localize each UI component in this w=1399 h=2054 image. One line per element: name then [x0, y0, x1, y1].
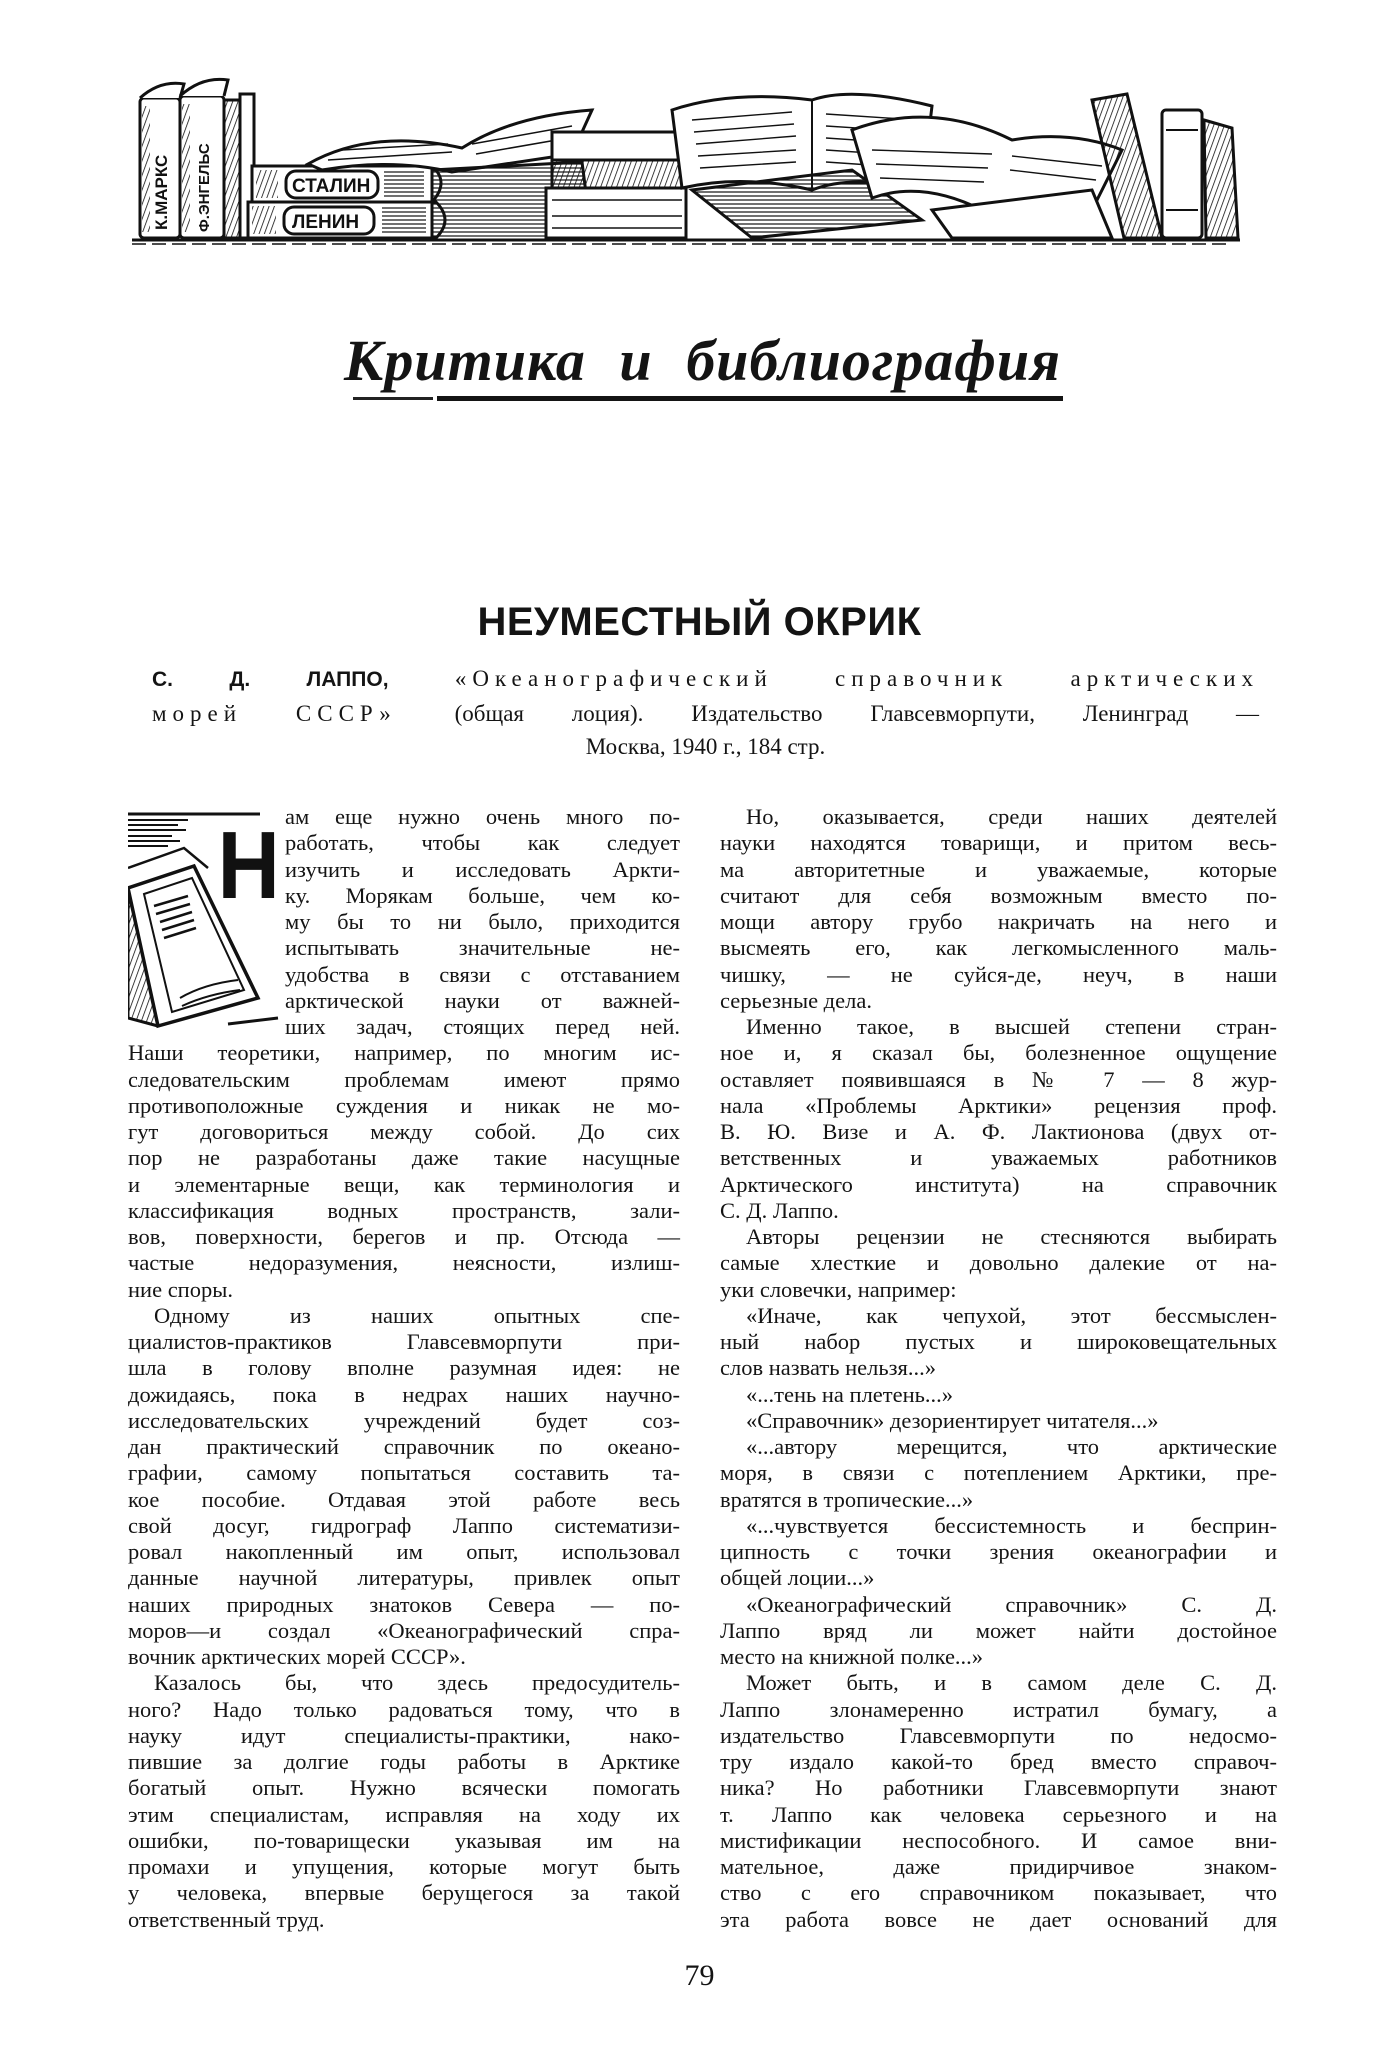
- text-line: Лаппо злонамеренно истратил бумагу, а: [720, 1696, 1277, 1722]
- text-line: ный набор пустых и широковещательных: [720, 1329, 1277, 1354]
- books-header-illustration: [132, 70, 1244, 246]
- text-line: ответственный труд.: [128, 1906, 325, 1932]
- text-line: му бы то ни было, приходится: [285, 909, 680, 934]
- text-line: т. Лаппо как человека серьезного и на: [720, 1801, 1277, 1827]
- text-line: «...чувствуется бессистемность и бесприн-: [746, 1512, 1277, 1538]
- text-line: частые недоразумения, неясности, излиш-: [128, 1250, 680, 1276]
- spine-label-engels: Ф.ЭНГЕЛЬС: [196, 143, 213, 232]
- text-line: Авторы рецензии не стесняются выбирать: [746, 1224, 1277, 1249]
- text-line: серьезные дела.: [720, 987, 872, 1013]
- paragraph: [720, 1224, 1277, 1303]
- text-line: общей лоции...»: [720, 1565, 875, 1591]
- text-line: тру издало какой-то бред вместо справоч-: [720, 1749, 1277, 1774]
- spine-label-lenin: ЛЕНИН: [292, 212, 360, 233]
- drop-cap-letter: Н: [217, 812, 280, 919]
- paragraph: [720, 1434, 1277, 1513]
- text-line: противоположные суждения и никак не мо-: [128, 1092, 680, 1118]
- text-line: арктической науки от важней-: [285, 987, 680, 1013]
- text-line: С. Д. Лаппо.: [720, 1197, 839, 1223]
- text-line: место на книжной полке...»: [720, 1644, 984, 1669]
- paragraph: [720, 1408, 1277, 1434]
- text-line: циалистов-практиков Главсевморпути при-: [128, 1329, 680, 1354]
- paragraph: [720, 1592, 1277, 1671]
- text-line: классификация водных пространств, зали-: [128, 1197, 680, 1223]
- text-line: этим специалистам, исправляя на ходу их: [128, 1801, 680, 1827]
- text-line: «...автору мерещится, что арктические: [746, 1434, 1277, 1459]
- text-line: испытывать значительные не-: [285, 935, 680, 961]
- text-line: издательство Главсевморпути по недосмо-: [720, 1722, 1277, 1748]
- text-line: ма авторитетные и уважаемые, которые: [720, 856, 1277, 882]
- paragraph: [128, 804, 680, 1303]
- text-line: следовательским проблемам имеют прямо: [128, 1066, 680, 1092]
- text-line: мощи автору грубо накричать на него и: [720, 909, 1277, 934]
- text-line: работать, чтобы как следует: [285, 830, 680, 856]
- text-line: ние споры.: [128, 1276, 233, 1302]
- text-line: графии, самому попытаться составить та-: [128, 1460, 680, 1486]
- paragraph: [720, 1513, 1277, 1592]
- citation-line: [152, 697, 1259, 731]
- paragraph: [128, 1670, 680, 1933]
- spine-label-stalin: СТАЛИН: [292, 176, 371, 197]
- text-line: пор не разработаны даже такие насущные: [128, 1145, 680, 1171]
- text-line: шла в голову вполне разумная идея: не: [128, 1355, 680, 1381]
- citation-line: [152, 730, 1259, 764]
- text-line: эта работа вовсе не дает оснований для: [720, 1906, 1277, 1932]
- text-line: вов, поверхности, берегов и пр. Отсюда —: [128, 1224, 680, 1249]
- text-line: мистификации неспособного. И самое вни-: [720, 1827, 1277, 1853]
- text-line: и элементарные вещи, как терминология и: [128, 1171, 680, 1197]
- text-line: ветственных и уважаемых работников: [720, 1145, 1277, 1171]
- spine-label-marx: К.МАРКС: [152, 154, 171, 230]
- section-title-underline: [353, 396, 1063, 402]
- text-line: чишку, — не суйся-де, неуч, в наши: [720, 961, 1277, 987]
- text-line: богатый опыт. Нужно всячески помогать: [128, 1775, 680, 1801]
- text-line: слов назвать нельзя...»: [720, 1355, 936, 1381]
- text-line: пившие за долгие годы работы в Арктике: [128, 1749, 680, 1774]
- right-text-column: [720, 804, 1277, 1933]
- text-line: моря, в связи с потеплением Арктики, пре-: [720, 1460, 1277, 1486]
- text-line: науки находятся товарищи, и притом весь-: [720, 830, 1277, 856]
- text-line: ного? Надо только радоваться тому, что в: [128, 1696, 680, 1722]
- text-line: у человека, впервые берущегося за такой: [128, 1880, 680, 1906]
- text-line: В. Ю. Визе и А. Ф. Лактионова (двух от-: [720, 1119, 1277, 1144]
- text-line: Наши теоретики, например, по многим ис-: [128, 1040, 680, 1066]
- text-line: ство с его справочником показывает, что: [720, 1880, 1277, 1906]
- text-line: ших задач, стоящих перед ней.: [285, 1014, 680, 1039]
- text-line: дожидаясь, пока в недрах наших научно-: [128, 1381, 680, 1407]
- text-line: ам еще нужно очень много по-: [285, 804, 680, 829]
- text-line: наших природных знатоков Севера — по-: [128, 1591, 680, 1617]
- text-line: высмеять его, как легкомысленного маль-: [720, 935, 1277, 961]
- citation-line: [152, 662, 1259, 697]
- text-line: данные научной литературы, привлек опыт: [128, 1565, 680, 1591]
- paragraph: [720, 1670, 1277, 1933]
- citation-imprint-cont: Москва, 1940 г., 184 стр.: [585, 734, 826, 759]
- citation-author: С. Д. ЛАППО,: [152, 668, 389, 691]
- text-line: Арктического института) на справочник: [720, 1171, 1277, 1197]
- citation-book-title: «Океанографический справочник арктических: [454, 666, 1260, 691]
- text-line: Лаппо вряд ли может найти достойное: [720, 1617, 1277, 1643]
- text-line: «Иначе, как чепухой, этот бессмыслен-: [746, 1302, 1277, 1328]
- left-text-column: [128, 804, 680, 1933]
- text-line: «Океанографический справочник» С. Д.: [746, 1591, 1277, 1617]
- citation-book-title-cont: морей СССР»: [152, 700, 397, 726]
- paragraph: [720, 804, 1277, 1014]
- section-title: Критика и библиография: [344, 328, 1061, 393]
- text-line: мательное, даже придирчивое знаком-: [720, 1854, 1277, 1879]
- text-line: нала «Проблемы Арктики» рецензия проф.: [720, 1092, 1277, 1118]
- text-line: самые хлесткие и довольно далекие от на-: [720, 1250, 1277, 1276]
- text-line: исследовательских учреждений будет соз-: [128, 1407, 680, 1433]
- text-line: удобства в связи с отставанием: [285, 961, 680, 987]
- text-line: ципность с точки зрения океанографии и: [720, 1539, 1277, 1564]
- citation-imprint: (общая лоция). Издательство Главсевморпути, Ленинград —: [454, 700, 1260, 726]
- text-line: дан практический справочник по океано-: [128, 1434, 680, 1459]
- text-line: вратятся в тропические...»: [720, 1486, 974, 1512]
- text-line: ника? Но работники Главсевморпути знают: [720, 1775, 1277, 1801]
- text-line: Казалось бы, что здесь предосудитель-: [154, 1670, 680, 1696]
- text-line: ровал накопленный им опыт, использовал: [128, 1539, 680, 1564]
- text-line: вочник арктических морей СССР».: [128, 1644, 466, 1669]
- paragraph: [128, 1303, 680, 1671]
- text-line: ное и, я сказал бы, болезненное ощущение: [720, 1040, 1277, 1066]
- text-line: Именно такое, в высшей степени стран-: [746, 1014, 1277, 1039]
- text-line: «Справочник» дезориентирует читателя...»: [746, 1407, 1159, 1433]
- text-line: кое пособие. Отдавая этой работе весь: [128, 1486, 680, 1512]
- text-line: «...тень на плетень...»: [746, 1381, 954, 1407]
- text-line: Может быть, и в самом деле С. Д.: [746, 1670, 1277, 1696]
- text-line: моров—и создал «Океанографический спра-: [128, 1617, 680, 1643]
- text-line: ошибки, по-товарищески указывая им на: [128, 1827, 680, 1853]
- text-line: промахи и упущения, которые могут быть: [128, 1854, 680, 1879]
- text-line: уки словечки, например:: [720, 1276, 957, 1302]
- text-line: изучить и исследовать Аркти-: [285, 856, 680, 882]
- paragraph: [720, 1014, 1277, 1224]
- book-citation: [152, 662, 1259, 764]
- article-title: НЕУМЕСТНЫЙ ОКРИК: [477, 600, 922, 644]
- text-line: гут договориться между собой. До сих: [128, 1119, 680, 1144]
- text-line: Но, оказывается, среди наших деятелей: [746, 804, 1277, 829]
- paragraph: [720, 1382, 1277, 1408]
- text-line: считают для себя возможным вместо по-: [720, 882, 1277, 908]
- paragraph: [720, 1303, 1277, 1382]
- text-line: науку идут специалисты-практики, нако-: [128, 1722, 680, 1748]
- text-line: оставляет появившаяся в № 7 — 8 жур-: [720, 1066, 1277, 1092]
- page-number: 79: [684, 1959, 715, 1992]
- text-line: ку. Морякам больше, чем ко-: [285, 882, 680, 908]
- text-line: свой досуг, гидрограф Лаппо систематизи-: [128, 1512, 680, 1538]
- text-line: Одному из наших опытных спе-: [154, 1302, 680, 1328]
